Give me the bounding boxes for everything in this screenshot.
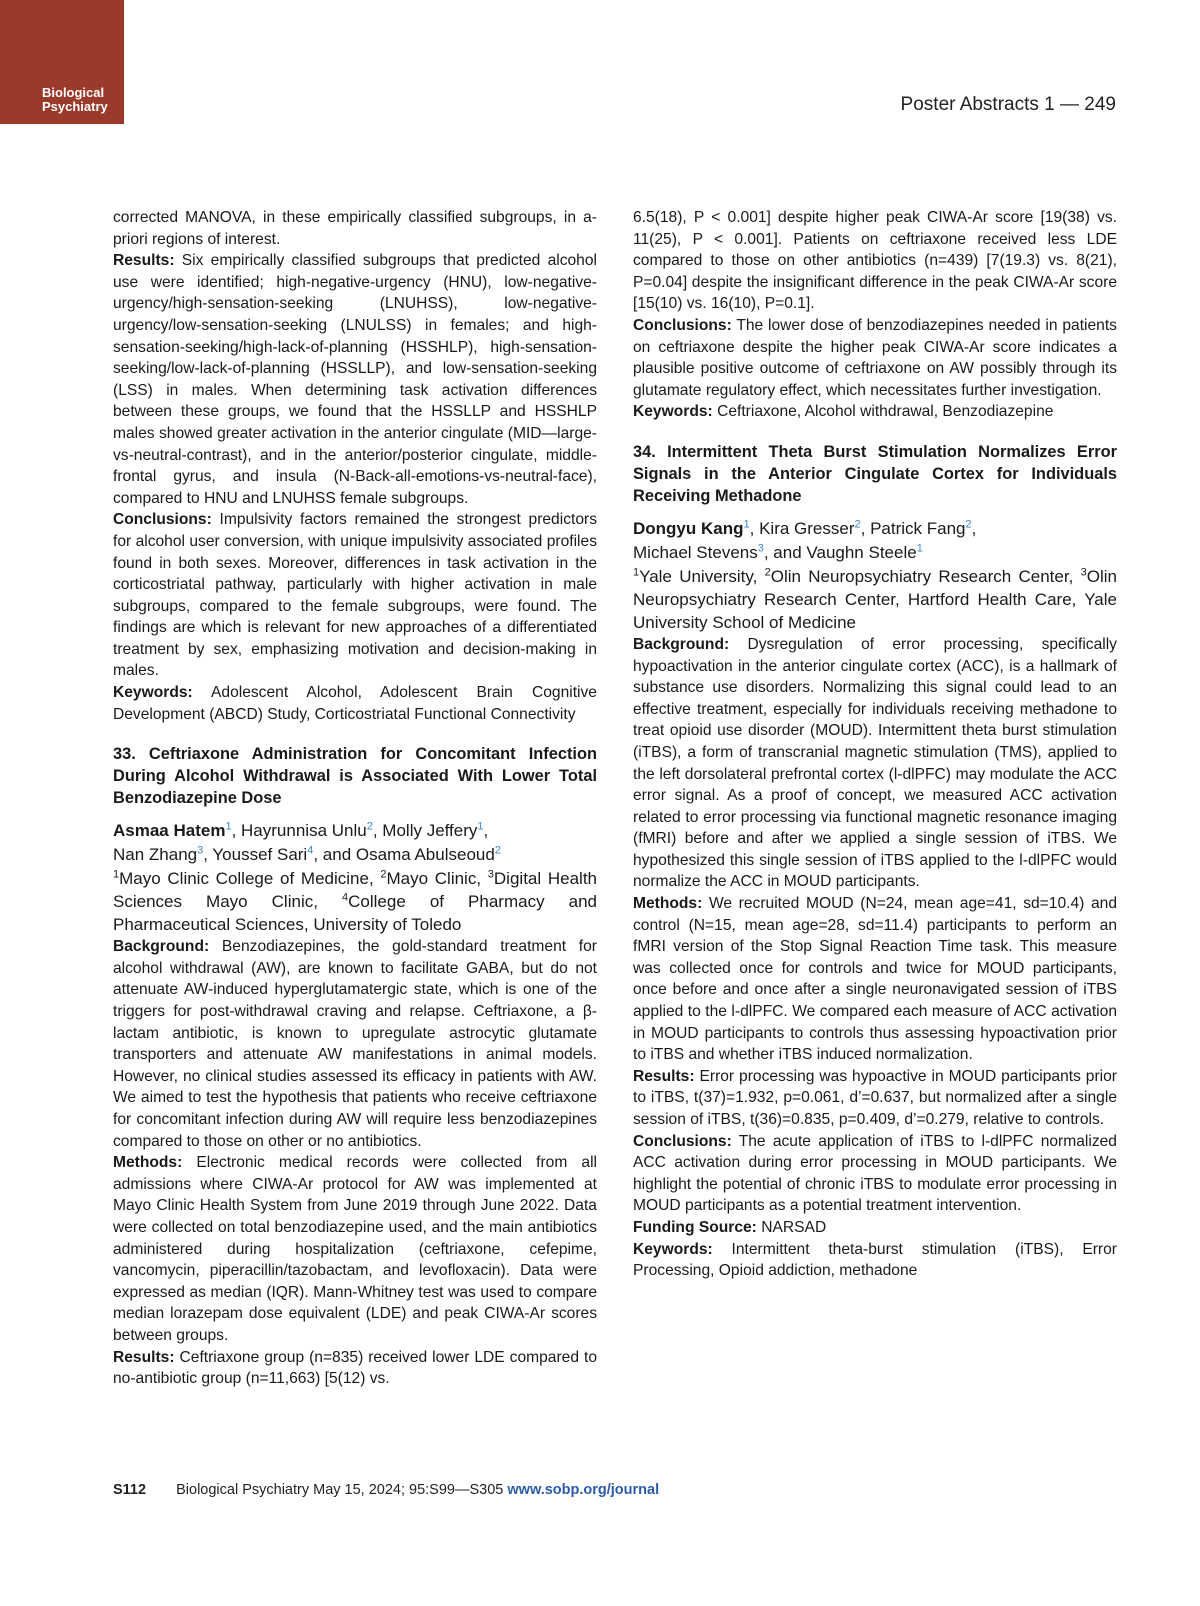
author-name: Michael Stevens (633, 542, 758, 562)
abstract-33-methods (113, 1152, 597, 1346)
affil-text: Olin Neuropsychiatry Research Center, Hartford Health Care, Yale University School of Medicine (633, 566, 1117, 632)
author-affil-mark: 1 (477, 820, 484, 833)
continuation-text: corrected MANOVA, in these empirically classified subgroups, in a-priori regions of interest. (113, 209, 597, 248)
results-text: Error processing was hypoactive in MOUD participants prior to iTBS, t(37)=1.932, p=0.061, d’=0.637, but normalized after a single session of iTBS, t(36)=0.835, p=0.409, d’=0.279, relative to controls. (633, 1067, 1117, 1128)
keywords-label: Keywords: (113, 684, 193, 702)
author-affil-mark: 2 (366, 820, 373, 833)
abstract-33-authors (113, 819, 597, 867)
journal-citation: Biological Psychiatry May 15, 2024; 95:S99—S305 (176, 1482, 504, 1498)
affil-text: Mayo Clinic, (386, 869, 488, 889)
author-affil-mark: 3 (197, 844, 204, 857)
affil-text: Digital Health Sciences Mayo Clinic, (113, 869, 597, 912)
author-affil-mark: 2 (854, 518, 861, 531)
affil-mark: 1 (113, 868, 120, 881)
journal-logo-tab (0, 0, 124, 124)
affil-mark: 3 (487, 868, 494, 881)
affil-mark: 2 (380, 868, 387, 881)
abstract-34-conclusions (633, 1131, 1117, 1217)
methods-text: We recruited MOUD (N=24, mean age=41, sd=10.4) and control (N=15, mean age=28, sd=11.4) participants to perform an fMRI version of the Stop Signal Reaction Time task. This measure was collected once for controls and twice for MOUD participants, once before and once after a single neuronavigated session of iTBS applied to the l-dlPFC. We compared each measure of ACC activation in MOUD participants to controls thus assessing hypoactivation prior to iTBS and whether iTBS induced normalization. (633, 895, 1117, 1064)
abstract-34-methods (633, 893, 1117, 1066)
abstract-34-keywords (633, 1239, 1117, 1282)
abstract-34-authors (633, 517, 1117, 565)
author-name: Kira Gresser (759, 518, 855, 538)
keywords-text: Ceftriaxone, Alcohol withdrawal, Benzodiazepine (717, 403, 1054, 421)
results-label: Results: (633, 1067, 695, 1085)
funding-text: NARSAD (761, 1218, 827, 1236)
conclusions-text: The lower dose of benzodiazepines needed in patients on ceftriaxone despite the higher peak CIWA-Ar score indicates a plausible positive outcome of ceftriaxone on AW possibly through its glutamate regulatory effect, which necessitates further investigation. (633, 316, 1117, 399)
abstract-33-title: 33. Ceftriaxone Administration for Concomitant Infection During Alcohol Withdrawal is Associated With Lower Total Benzodiazepine Dose (113, 745, 597, 808)
author-affil-mark: 1 (743, 518, 750, 531)
affil-mark: 2 (764, 566, 771, 579)
author-sep: , (231, 821, 242, 841)
keywords-text: Adolescent Alcohol, Adolescent Brain Cognitive Development (ABCD) Study, Corticostriatal Functional Connectivity (113, 684, 597, 723)
conclusions-label: Conclusions: (633, 1132, 732, 1150)
methods-label: Methods: (113, 1154, 183, 1172)
abstract-33-conclusions (633, 315, 1117, 401)
background-label: Background: (633, 635, 730, 653)
author-affil-mark: 3 (757, 542, 764, 555)
affil-mark: 3 (1080, 566, 1087, 579)
author-name: Youssef Sari (212, 845, 308, 865)
previous-keywords (113, 682, 597, 725)
background-text: Benzodiazepines, the gold-standard treatment for alcohol withdrawal (AW), are known to facilitate GABA, but do not attenuate AW-induced hyperglutamatergic state, which is one of the triggers for post-withdrawal craving and relapse. Ceftriaxone, a β-lactam antibiotic, is known to upregulate astrocytic glutamate transporters and attenuate AW manifestations in animal models. However, no clinical studies assessed its efficacy in patients with AW. We aimed to test the hypothesis that patients who receive ceftriaxone for concomitant infection during AW will require less benzodiazepines compared to those on other or no antibiotics. (113, 938, 597, 1150)
previous-abstract-continuation (113, 207, 597, 250)
author-name: Dongyu Kang (633, 518, 744, 538)
running-head: Poster Abstracts 1 — 249 (900, 94, 1116, 115)
author-sep: , (749, 518, 760, 538)
keywords-text: Intermittent theta-burst stimulation (iTBS), Error Processing, Opioid addiction, methadone (633, 1240, 1117, 1280)
affil-mark: 4 (342, 891, 349, 904)
affil-text: Mayo Clinic College of Medicine, (119, 869, 381, 889)
methods-label: Methods: (633, 895, 703, 913)
abstract-33-results-continued (633, 207, 1117, 315)
author-sep: , (203, 845, 213, 865)
author-name: Osama Abulseoud (355, 845, 495, 865)
abstract-34-affiliations (633, 565, 1117, 634)
author-name: Nan Zhang (113, 845, 198, 865)
methods-text: Electronic medical records were collected from all admissions where CIWA-Ar protocol for AW was implemented at Mayo Clinic Health System from June 2019 through June 2022. Data were collected on total benzodiazepine used, and the main antibiotics administered during hospitalization (ceftriaxone, cefepime, vancomycin, piperacillin/tazobactam, and levofloxacin). Data were expressed as median (IQR). Mann-Whitney test was used to compare median lorazepam dose equivalent (LDE) and peak CIWA-Ar scores between groups. (113, 1154, 597, 1344)
abstract-34-title: 34. Intermittent Theta Burst Stimulation Normalizes Error Signals in the Anterior Cingulate Cortex for Individuals Receiving Methadone (633, 442, 1117, 505)
keywords-label: Keywords: (633, 403, 713, 421)
funding-label: Funding Source: (633, 1218, 757, 1236)
abstract-33-background (113, 936, 597, 1152)
abstract-34-results (633, 1066, 1117, 1131)
affil-mark: 1 (633, 566, 640, 579)
abstract-34-funding (633, 1217, 1117, 1239)
conclusions-text: The acute application of iTBS to l-dlPFC normalized ACC activation during error processing in MOUD participants. We highlight the potential of chronic iTBS to modulate error processing in MOUD participants as a potential treatment intervention. (633, 1132, 1117, 1215)
results-continued-text: 6.5(18), P < 0.001] despite higher peak CIWA-Ar score [19(38) vs. 11(25), P < 0.001]. Patients on ceftriaxone received less LDE compared to those on other antibiotics (n=439) [7(19.3) vs. 8(21), P=0.04] despite the insignificant difference in the peak CIWA-Ar score [15(10) vs. 16(10), P=0.1]. (633, 209, 1117, 313)
author-affil-mark: 4 (307, 844, 314, 857)
conclusions-text: Impulsivity factors remained the strongest predictors for alcohol user conversion, with unique impulsivity associated profiles found in both sexes. Moreover, differences in task activation in the corticostriatal pathway, particularly with higher activation in male subgroups, compared to the female subgroups, were found. The findings are which is relevant for new approaches of a differentiated treatment by sex, emphasizing motivation and decision-making in males. (113, 511, 597, 680)
author-sep: , and (763, 542, 807, 562)
abstract-33-keywords (633, 401, 1117, 423)
results-text: Six empirically classified subgroups that predicted alcohol use were identified; high-negative-urgency (HNU), low-negative-urgency/high-sensation-seeking (LNUHSS), low-negative-urgency/low-sensation-seeking (LNULSS) in females; and high-sensation-seeking/high-lack-of-planning (HSSHLP), high-sensation-seeking/low-lack-of-planning (HSSLLP), and low-sensation-seeking (LSS) in males. When determining task activation differences between these groups, we found that the HSSLLP and HSSHLP males showed greater activation in the anterior cingulate (MID—large-vs-neutral-contrast), and in the anterior/posterior cingulate, middle-frontal gyrus, and insula (N-Back-all-emotions-vs-neutral-face), compared to HNU and LNUHSS female subgroups. (113, 252, 597, 507)
author-sep: , and (313, 845, 356, 865)
journal-url-link[interactable]: www.sobp.org/journal (507, 1482, 660, 1498)
author-name: Hayrunnisa Unlu (241, 821, 367, 841)
background-text: Dysregulation of error processing, specifically hypoactivation in the anterior cingulate cortex (ACC), is a hallmark of substance use disorders. Normalizing this signal could lead to an effective treatment, especially for individuals receiving methadone to treat opioid use disorder (MOUD). Intermittent theta burst stimulation (iTBS), a form of transcranial magnetic stimulation (TMS), applied to the left dorsolateral prefrontal cortex (l-dlPFC) may modulate the ACC error signal. As a proof of concept, we measured ACC activation related to error processing via functional magnetic resonance imaging (fMRI) before and after we applied a single session of iTBS. We hypothesized this single session of iTBS applied to the l-dlPFC would normalize the ACC in MOUD participants. (633, 635, 1117, 891)
author-name: Molly Jeffery (382, 821, 478, 841)
author-name: Patrick Fang (870, 518, 966, 538)
author-sep: , (971, 518, 977, 538)
affil-text: Olin Neuropsychiatry Research Center, (770, 566, 1081, 586)
right-column (633, 207, 1117, 1282)
author-sep: , (483, 821, 489, 841)
author-affil-mark: 2 (965, 518, 972, 531)
results-text: Ceftriaxone group (n=835) received lower LDE compared to no-antibiotic group (n=11,663) [5(12) vs. (113, 1348, 597, 1388)
journal-name-line2: Psychiatry (42, 99, 108, 114)
results-label: Results: (113, 252, 175, 270)
abstract-33-affiliations (113, 867, 597, 936)
author-affil-mark: 2 (494, 844, 501, 857)
background-label: Background: (113, 938, 210, 956)
page-number: S112 (113, 1482, 147, 1498)
author-affil-mark: 1 (916, 542, 923, 555)
left-column (113, 207, 597, 1390)
author-name: Asmaa Hatem (113, 821, 226, 841)
results-label: Results: (113, 1348, 175, 1366)
previous-results (113, 250, 597, 509)
abstract-33-results (113, 1347, 597, 1390)
journal-name-line1: Biological (42, 85, 105, 100)
author-affil-mark: 1 (225, 820, 232, 833)
previous-conclusions (113, 509, 597, 682)
author-name: Vaughn Steele (806, 542, 917, 562)
author-sep: , (860, 518, 871, 538)
conclusions-label: Conclusions: (113, 511, 212, 529)
affil-text: Yale University, (639, 566, 765, 586)
keywords-label: Keywords: (633, 1240, 713, 1258)
conclusions-label: Conclusions: (633, 316, 732, 334)
page-footer (113, 1482, 659, 1498)
abstract-34-background (633, 634, 1117, 893)
affil-text: College of Pharmacy and Pharmaceutical Sciences, University of Toledo (113, 892, 597, 935)
author-sep: , (372, 821, 383, 841)
